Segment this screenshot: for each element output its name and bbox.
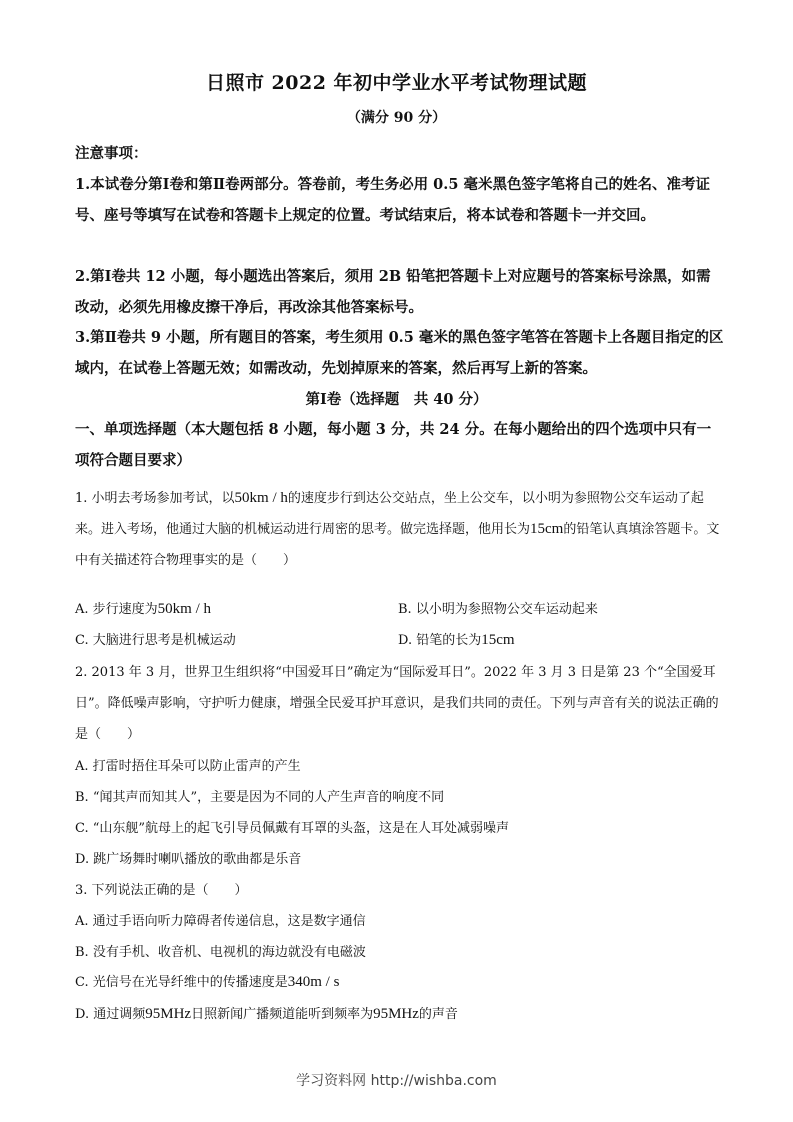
- q1-stem-b: 的速度步行到达公交站点，坐上公交车，以小明为参照物公交车运动了起来。进入考场，他通过大脑的机械运动进行周密的思考。做完选择题，他用长为: [75, 491, 704, 537]
- q1-option-d-text: D. 铅笔的长为: [398, 633, 482, 648]
- q1-option-c: C. 大脑进行思考是机械运动: [75, 633, 236, 648]
- q1-speed: 50km / h: [234, 490, 288, 506]
- note-3: 3.第Ⅱ卷共 9 小题，所有题目的答案，考生须用 0.5 毫米的黑色签字笔答在答题卡上各题目指定的区域内，在试卷上答题无效；如需改动，先划掉原来的答案，然后再写上新的答案。: [75, 329, 724, 377]
- q1-option-a-text: A. 步行速度为: [75, 602, 158, 617]
- q1-option-a: [75, 598, 211, 618]
- q3-option-d: [75, 1003, 458, 1023]
- q3-option-b: B. 没有手机、收音机、电视机的海边就没有电磁波: [75, 945, 366, 960]
- q2-option-d: D. 跳广场舞时喇叭播放的歌曲都是乐音: [75, 852, 302, 867]
- q1-option-a-value: 50km / h: [157, 601, 211, 617]
- question-1-stem: [75, 483, 725, 576]
- q3-option-c: [75, 971, 339, 991]
- q2-option-a: A. 打雷时捂住耳朵可以防止雷声的产生: [75, 759, 301, 774]
- question-2-stem: 2. 2013 年 3 月，世界卫生组织将“中国爱耳日”确定为“国际爱耳日”。2022 年 3 月 3 日是第 23 个“全国爱耳日”。降低噪声影响，守护听力健康，增强全民爱耳护耳意识，是我们共同的责任。下列与声音有关的说法正确的是（ ）: [75, 665, 719, 742]
- q3-option-c-text: C. 光信号在光导纤维中的传播速度是: [75, 975, 288, 990]
- q1-option-d: [398, 629, 515, 649]
- page-subtitle: （满分 90 分）: [346, 110, 447, 126]
- q2-option-b: B. “闻其声而知其人”，主要是因为不同的人产生声音的响度不同: [75, 790, 445, 805]
- q1-stem-a: 1. 小明去考场参加考试，以: [75, 491, 235, 506]
- q3-option-d-c: 的声音: [418, 1007, 458, 1022]
- q3-option-d-b: 日照新闻广播频道能听到频率为: [191, 1007, 374, 1022]
- q3-option-d-value2: 95MHz: [373, 1006, 419, 1022]
- notes-heading: 注意事项：: [75, 145, 148, 162]
- part-heading: 一、单项选择题（本大题包括 8 小题，每小题 3 分，共 24 分。在每小题给出的四个选项中只有一项符合题目要求）: [75, 421, 712, 469]
- q1-length: 15cm: [530, 521, 564, 537]
- section-heading: 第Ⅰ卷（选择题 共 40 分）: [305, 391, 488, 408]
- q3-option-a: A. 通过手语向听力障碍者传递信息，这是数字通信: [75, 914, 366, 929]
- q1-option-b: B. 以小明为参照物公交车运动起来: [398, 602, 598, 617]
- question-3-stem: 3. 下列说法正确的是（ ）: [75, 883, 248, 898]
- q3-option-c-value: 340m / s: [287, 974, 340, 990]
- q2-option-c: C. “山东舰”航母上的起飞引导员佩戴有耳罩的头盔，这是在人耳处减弱噪声: [75, 821, 510, 836]
- q3-option-d-a: D. 通过调频: [75, 1007, 146, 1022]
- q1-stem-c: 的铅笔认真填涂答题卡。文中有关描述符合物理事实的是（ ）: [75, 522, 720, 568]
- q1-option-d-value: 15cm: [481, 632, 515, 648]
- q3-option-d-value1: 95MHz: [145, 1006, 192, 1022]
- note-2: 2.第Ⅰ卷共 12 小题，每小题选出答案后，须用 2B 铅笔把答题卡上对应题号的答案标号涂黑，如需改动，必须先用橡皮擦干净后，再改涂其他答案标号。: [75, 268, 711, 316]
- page-title: 日照市 2022 年初中学业水平考试物理试题: [205, 72, 588, 94]
- footer-watermark: 学习资料网 http://wishba.com: [296, 1073, 497, 1089]
- note-1: 1.本试卷分第Ⅰ卷和第Ⅱ卷两部分。答卷前，考生务必用 0.5 毫米黑色签字笔将自己的姓名、准考证号、座号等填写在试卷和答题卡上规定的位置。考试结束后，将本试卷和答题卡一并交回。: [75, 176, 710, 224]
